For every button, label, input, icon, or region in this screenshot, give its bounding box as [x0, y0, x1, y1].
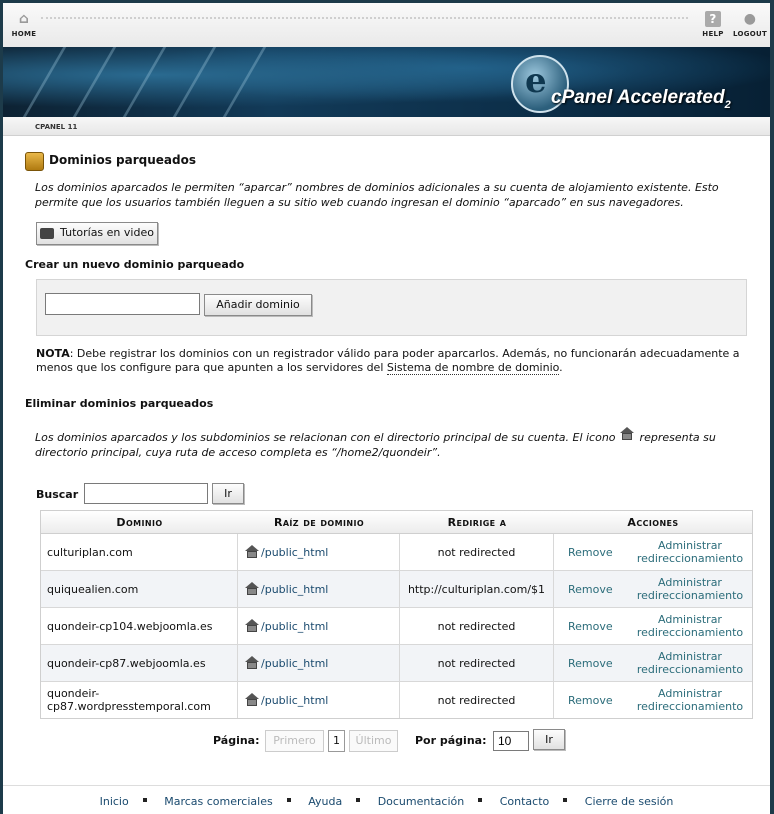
per-page-label: Por página:	[415, 734, 487, 747]
root-cell	[238, 571, 400, 607]
home-label: HOME	[11, 30, 37, 38]
table-row	[41, 645, 752, 682]
root-link[interactable]: /public_html	[261, 619, 329, 633]
footer-link-docs[interactable]: Documentación	[377, 795, 465, 808]
root-link[interactable]: /public_html	[261, 656, 329, 670]
user-icon: ●	[743, 11, 757, 27]
help-button[interactable]	[696, 11, 730, 38]
cpanel-banner	[3, 47, 770, 117]
first-page-button[interactable]: Primero	[265, 730, 324, 752]
logout-button[interactable]	[731, 11, 769, 38]
dns-note	[36, 347, 751, 375]
manage-redirect-link[interactable]: Administrar redireccionamiento	[636, 576, 744, 602]
last-page-button[interactable]: Último	[349, 730, 398, 752]
domain-cell: culturiplan.com	[41, 534, 238, 570]
home-button[interactable]	[7, 11, 41, 38]
top-navbar	[3, 3, 770, 48]
add-domain-button[interactable]: Añadir dominio	[204, 294, 312, 316]
domain-cell: quondeir-cp87.wordpresstemporal.com	[41, 682, 238, 718]
header-root[interactable]: Raíz de dominio	[273, 515, 365, 529]
domain-cell: quondeir-cp104.webjoomla.es	[41, 608, 238, 644]
root-link[interactable]: /public_html	[261, 693, 329, 707]
footer-link-logout[interactable]: Cierre de sesión	[584, 795, 674, 808]
version-bar	[3, 117, 770, 136]
search-go-button[interactable]: Ir	[212, 483, 244, 504]
parked-domains-icon	[25, 152, 44, 171]
page-label: Página:	[213, 734, 260, 747]
header-domain[interactable]: Dominio	[116, 515, 163, 529]
header-actions: Acciones	[627, 515, 679, 529]
note-end: .	[559, 361, 563, 374]
table-header	[41, 511, 752, 534]
remove-link[interactable]: Remove	[568, 656, 613, 670]
note-text: : Debe registrar los dominios con un registrador válido para poder aparcarlos. Además, no funcionarán adecuadamente a menos que los configure para que apunten a los servidores del	[36, 347, 740, 374]
header-redirect[interactable]: Redirige a	[447, 515, 507, 529]
root-cell	[238, 682, 400, 718]
root-cell	[238, 534, 400, 570]
table-row	[41, 571, 752, 608]
cpanel-logo-text: cPanel Accelerated$_2$	[551, 87, 731, 111]
manage-redirect-link[interactable]: Administrar redireccionamiento	[636, 687, 744, 713]
camera-icon	[40, 228, 54, 239]
actions-cell	[554, 534, 752, 570]
actions-cell	[554, 645, 752, 681]
video-tutorial-label: Tutorías en video	[60, 226, 154, 239]
parked-domains-table	[40, 510, 753, 719]
home-dir-icon	[244, 545, 260, 559]
current-page[interactable]: 1	[328, 730, 345, 752]
footer-link-trademarks[interactable]: Marcas comerciales	[164, 795, 273, 808]
remove-section-title: Eliminar dominios parqueados	[25, 397, 214, 410]
dns-link[interactable]: Sistema de nombre de dominio	[386, 361, 560, 374]
cpanel-logo-mark: e	[525, 61, 547, 101]
version-label: CPANEL 11	[35, 123, 78, 131]
cpanel-window	[3, 3, 770, 814]
redirect-cell: not redirected	[400, 645, 554, 681]
video-tutorial-button[interactable]	[36, 222, 158, 245]
remove-link[interactable]: Remove	[568, 582, 613, 596]
remove-link[interactable]: Remove	[568, 619, 613, 633]
page-description: Los dominios aparcados le permiten “aparcar” nombres de dominios adicionales a su cuenta de alojamiento existente. Esto permite que los usuarios también lleguen a su sitio web cuando ingresan el dominio “aparcado” en sus navegadores.	[35, 181, 719, 209]
remove-desc-text-2: representa su directorio principal, cuya ruta de acceso completa es “/home2/quondeir”.	[35, 431, 716, 459]
remove-link[interactable]: Remove	[568, 545, 613, 559]
per-page-go-button[interactable]: Ir	[533, 729, 565, 750]
logout-label: LOGOUT	[732, 30, 768, 38]
redirect-cell: not redirected	[400, 608, 554, 644]
page-title: Dominios parqueados	[49, 153, 196, 167]
root-cell	[238, 608, 400, 644]
domain-cell: quiquealien.com	[41, 571, 238, 607]
root-cell	[238, 645, 400, 681]
home-dir-icon	[244, 619, 260, 633]
footer-links	[3, 795, 770, 808]
manage-redirect-link[interactable]: Administrar redireccionamiento	[636, 539, 744, 565]
home-dir-icon	[619, 427, 635, 441]
help-label: HELP	[702, 30, 724, 38]
search-input[interactable]	[84, 483, 208, 504]
table-row	[41, 608, 752, 645]
new-domain-input[interactable]	[45, 293, 200, 315]
root-link[interactable]: /public_html	[261, 545, 329, 559]
home-icon: ⌂	[18, 11, 30, 27]
domain-cell: quondeir-cp87.webjoomla.es	[41, 645, 238, 681]
table-row	[41, 682, 752, 718]
actions-cell	[554, 682, 752, 718]
help-icon: ?	[705, 11, 721, 27]
footer	[3, 785, 770, 814]
home-dir-icon	[244, 656, 260, 670]
redirect-cell: http://culturiplan.com/$1	[400, 571, 554, 607]
redirect-cell: not redirected	[400, 534, 554, 570]
footer-link-contact[interactable]: Contacto	[499, 795, 550, 808]
topbar-divider	[41, 17, 688, 23]
create-section-title: Crear un nuevo dominio parqueado	[25, 258, 245, 271]
home-dir-icon	[244, 582, 260, 596]
manage-redirect-link[interactable]: Administrar redireccionamiento	[636, 650, 744, 676]
footer-link-help[interactable]: Ayuda	[308, 795, 343, 808]
remove-desc-text: Los dominios aparcados y los subdominios se relacionan con el directorio principal de su cuenta. El icono	[35, 431, 616, 444]
footer-link-home[interactable]: Inicio	[99, 795, 129, 808]
remove-link[interactable]: Remove	[568, 693, 613, 707]
redirect-cell: not redirected	[400, 682, 554, 718]
actions-cell	[554, 608, 752, 644]
manage-redirect-link[interactable]: Administrar redireccionamiento	[636, 613, 744, 639]
table-row	[41, 534, 752, 571]
root-link[interactable]: /public_html	[261, 582, 329, 596]
per-page-input[interactable]	[493, 731, 529, 751]
note-label: NOTA	[36, 347, 70, 360]
remove-description	[35, 427, 750, 460]
actions-cell	[554, 571, 752, 607]
home-dir-icon	[244, 693, 260, 707]
search-label: Buscar	[36, 488, 79, 501]
